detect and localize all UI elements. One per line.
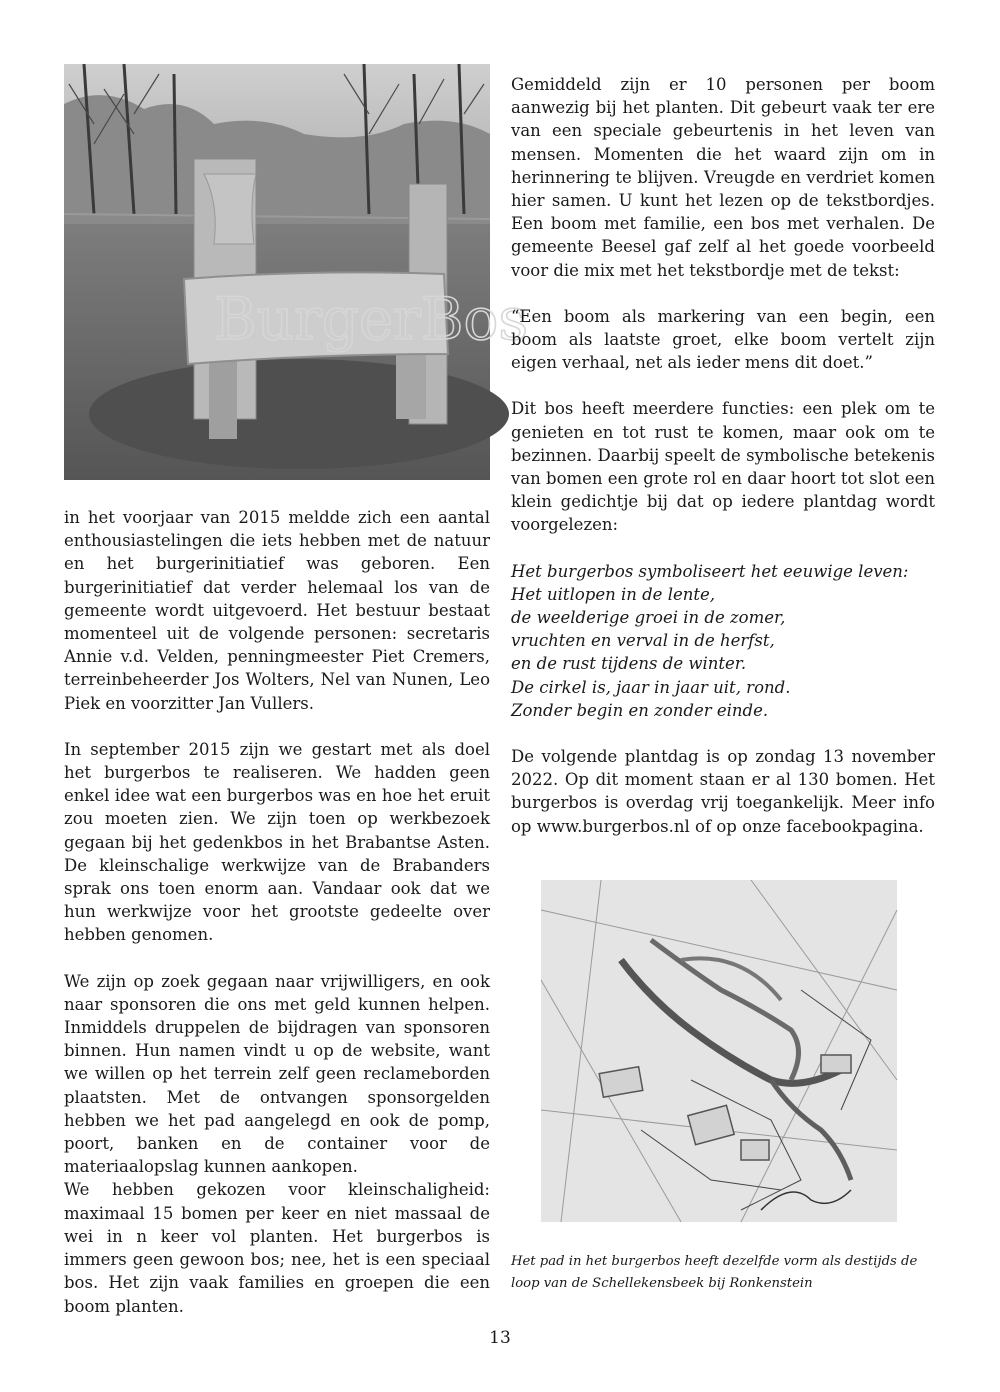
historical-map-image [541, 880, 897, 1222]
poem-line: vruchten en verval in de herfst, [511, 631, 775, 651]
paragraph: In september 2015 zijn we gestart met als doel het burgerbos te realiseren. We hadden geen enkel idee wat een burgerbos was en hoe het eruit zou moeten zien. We zijn toen op werkbezoek gegaan bij het gedenkbos in het Brabantse Asten. De kleinschalige werkwijze van de Brabanders sprak ons toen enorm aan. Vandaar ook dat we hun werkwijze voor het grootste gedeelte over hebben genomen. [64, 739, 490, 945]
burgerbos-sign-photo [64, 64, 529, 480]
paragraph: Dit bos heeft meerdere functies: een plek om te genieten en tot rust te komen, maar ook om te bezinnen. Daarbij speelt de symbolische betekenis van bomen een grote rol en daar hoort tot slot een klein gedichtje bij dat op iedere plantdag wordt voorgelezen: [511, 399, 935, 535]
poem-line: Zonder begin en zonder einde. [511, 700, 769, 720]
figure-caption: Het pad in het burgerbos heeft dezelfde vorm als destijds de loop van de Schellekensbeek bij Ronkenstein [511, 1254, 918, 1291]
poem-line: De cirkel is, jaar in jaar uit, rond. [511, 677, 791, 697]
poem [511, 560, 935, 722]
left-column [64, 506, 490, 1318]
quote: “Een boom als markering van een begin, een boom als laatste groet, elke boom vertelt zijn eigen verhaal, net als ieder mens dit doet.” [511, 306, 935, 373]
poem-line: Het uitlopen in de lente, [511, 584, 716, 604]
paragraph: We hebben gekozen voor kleinschaligheid: maximaal 15 bomen per keer en niet massaal de wei in n keer vol planten. Het burgerbos is immers geen gewoon bos; nee, het is een speciaal bos. Het zijn vaak families en groepen die een boom planten. [64, 1180, 490, 1316]
paragraph: De volgende plantdag is op zondag 13 november 2022. Op dit moment staan er al 130 bomen. Het burgerbos is overdag vrij toegankelijk. Meer info op www.burgerbos.nl of op onze facebookpagina. [511, 747, 935, 836]
paragraph: Gemiddeld zijn er 10 personen per boom aanwezig bij het planten. Dit gebeurt vaak ter ere van een speciale gebeurtenis in het leven van mensen. Momenten die het waard zijn om in herinnering te blijven. Vreugde en verdriet komen hier samen. U kunt het lezen op de tekstbordjes. Een boom met familie, een bos met verhalen. De gemeente Beesel gaf zelf al het goede voorbeeld voor die mix met het tekstbordje met de tekst: [511, 75, 935, 280]
poem-line: Het burgerbos symboliseert het eeuwige leven: [511, 561, 909, 581]
right-column [511, 73, 935, 838]
poem-line: de weelderige groei in de zomer, [511, 608, 786, 628]
sign-lettering: BurgerBos [214, 285, 529, 353]
page-number: 13 [489, 1328, 511, 1348]
paragraph: in het voorjaar van 2015 meldde zich een aantal enthousiastelingen die iets hebben met de natuur en het burgerinitiatief was geboren. Een burgerinitiatief dat verder helemaal los van de gemeente wordt uitgevoerd. Het bestuur bestaat momenteel uit de volgende personen: secretaris Annie v.d. Velden, penningmeester Piet Cremers, terreinbeheerder Jos Wolters, Nel van Nunen, Leo Piek en voorzitter Jan Vullers. [64, 508, 490, 713]
poem-line: en de rust tijdens de winter. [511, 654, 747, 674]
paragraph: We zijn op zoek gegaan naar vrijwilligers, en ook naar sponsoren die ons met geld kunnen helpen. Inmiddels druppelen de bijdragen van sponsoren binnen. Hun namen vindt u op de website, want we willen op het terrein zelf geen reclameborden plaatsten. Met de ontvangen sponsorgelden hebben we het pad aangelegd en ook de pomp, poort, banken en de container voor de materiaalopslag kunnen aankopen. [64, 971, 490, 1177]
